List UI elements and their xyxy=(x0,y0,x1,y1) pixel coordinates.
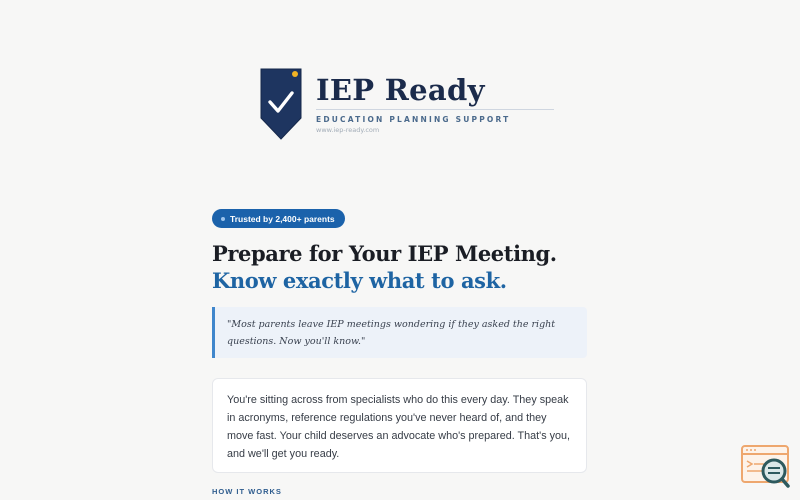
headline-line-2: Know exactly what to ask. xyxy=(212,268,507,293)
brand-url: www.iep-ready.com xyxy=(316,126,380,134)
headline-line-1: Prepare for Your IEP Meeting. xyxy=(212,241,557,266)
trust-badge xyxy=(212,209,345,228)
brand-tagline: EDUCATION PLANNING SUPPORT xyxy=(316,115,511,124)
intro-card xyxy=(212,378,587,473)
intro-text: You're sitting across from specialists who do this every day. They speak in acronyms, reference regulations you've never heard of, and they move fast. Your child deserves an advocate who's prepared. That's you, and we'll get you ready. xyxy=(227,394,571,460)
page-title xyxy=(212,240,557,294)
hero-quote: "Most parents leave IEP meetings wondering if they asked the right questions. Now you'll know." xyxy=(212,307,587,358)
trust-badge-label: Trusted by 2,400+ parents xyxy=(230,213,335,224)
dot-icon xyxy=(221,217,225,221)
shield-check-icon xyxy=(260,68,302,140)
floating-help-button[interactable] xyxy=(740,444,792,490)
brand-logo xyxy=(260,68,560,144)
brand-divider xyxy=(316,109,554,110)
how-it-works-heading: HOW IT WORKS xyxy=(212,487,282,496)
brand-name: IEP Ready xyxy=(316,73,485,107)
browser-search-icon xyxy=(740,444,792,490)
